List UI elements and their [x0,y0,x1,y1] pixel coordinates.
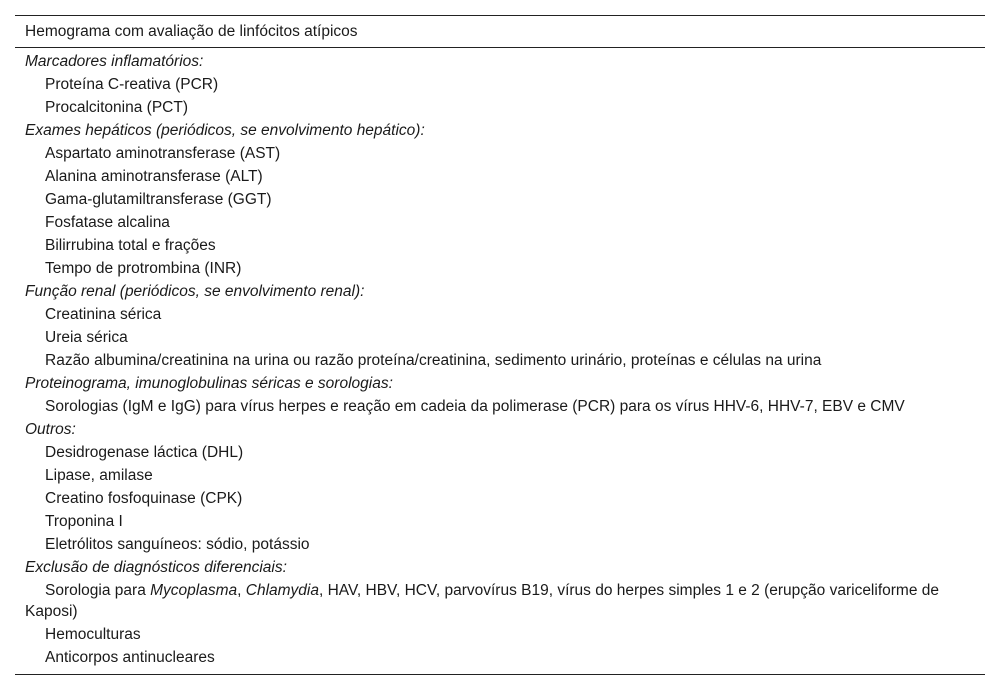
list-item: Procalcitonina (PCT) [45,99,188,116]
list-item: Fosfatase alcalina [45,214,170,231]
section-title-hepatic: Exames hepáticos (periódicos, se envolvimento hepático): [25,122,425,139]
section-title-proteinogram: Proteinograma, imunoglobulinas séricas e sorologias: [25,375,393,392]
list-item: Tempo de protrombina (INR) [45,260,242,277]
list-item: Alanina aminotransferase (ALT) [45,168,263,185]
list-item: Ureia sérica [45,329,128,346]
lab-tests-table [15,15,985,675]
section-title-others: Outros: [25,421,76,438]
list-item: Creatinina sérica [45,306,162,323]
section-title-inflammatory: Marcadores inflamatórios: [25,53,204,70]
table-header: Hemograma com avaliação de linfócitos atípicos [15,16,985,48]
list-item: Creatino fosfoquinase (CPK) [45,490,243,507]
list-item: Lipase, amilase [45,467,153,484]
list-item: Razão albumina/creatinina na urina ou razão proteína/creatinina, sedimento urinário, proteínas e células na urina [45,352,822,369]
list-item: Hemoculturas [45,626,141,643]
list-item: Proteína C-reativa (PCR) [45,76,219,93]
serology-suffix: , HAV, HBV, HCV, parvovírus B19, vírus do herpes simples 1 e 2 (erupção variceliforme de Kaposi) [25,582,939,620]
list-item: Anticorpos antinucleares [45,649,215,666]
section-title-differential: Exclusão de diagnósticos diferenciais: [25,559,287,576]
table-body [15,48,985,674]
list-item: Aspartato aminotransferase (AST) [45,145,281,162]
section-title-renal: Função renal (periódicos, se envolvimento renal): [25,283,365,300]
serology-chlamydia: Chlamydia [245,582,319,599]
list-item: Gama-glutamiltransferase (GGT) [45,191,272,208]
list-item: Bilirrubina total e frações [45,237,216,254]
serology-mycoplasma: Mycoplasma [150,582,238,599]
serology-item [15,579,985,623]
list-item: Troponina I [45,513,123,530]
list-item: Desidrogenase láctica (DHL) [45,444,244,461]
list-item: Sorologias (IgM e IgG) para vírus herpes e reação em cadeia da polimerase (PCR) para os vírus HHV-6, HHV-7, EBV e CMV [45,398,905,415]
serology-sep: , [237,582,246,599]
serology-prefix: Sorologia para [45,582,151,599]
list-item: Eletrólitos sanguíneos: sódio, potássio [45,536,310,553]
